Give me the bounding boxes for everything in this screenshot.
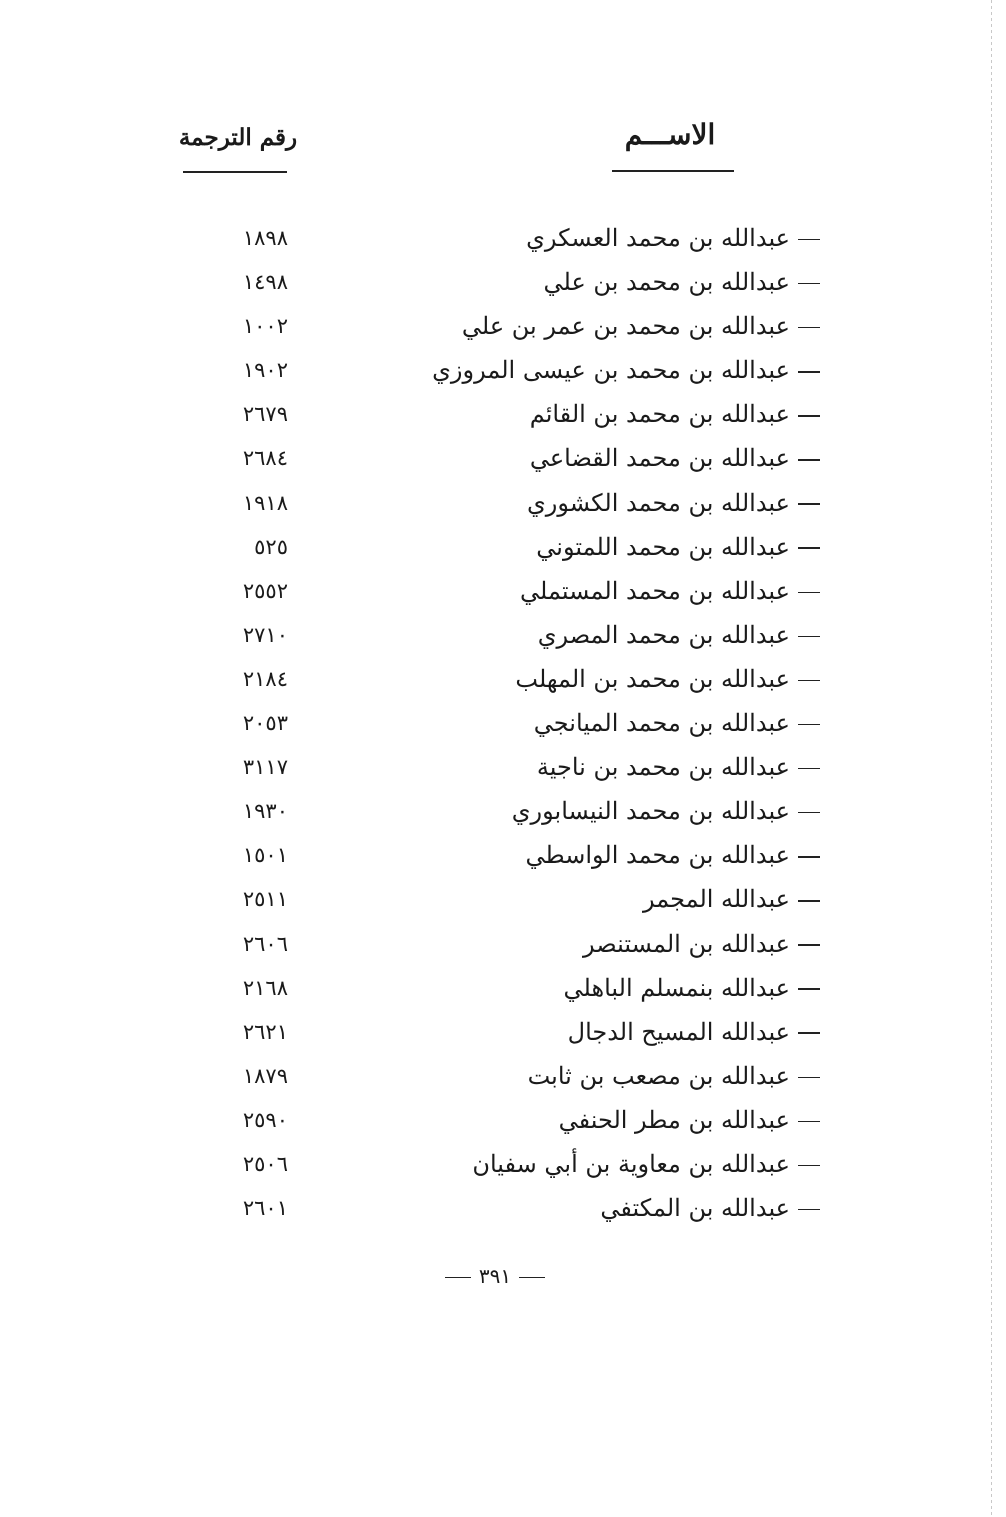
entry-number: ٢٦٧٩ — [242, 402, 288, 427]
entry-name-text: عبدالله بن مطر الحنفي — [558, 1105, 790, 1134]
entry-dash — [798, 988, 820, 990]
entry-number: ١٨٩٨ — [242, 226, 288, 250]
entry-number: ٢٥٥٢ — [242, 578, 288, 603]
footer-dash — [519, 1277, 545, 1279]
index-entry — [200, 663, 820, 707]
entry-dash — [798, 1209, 820, 1211]
entry-number: ١٨٧٩ — [242, 1063, 288, 1088]
index-entry — [200, 398, 820, 442]
index-entry — [200, 1148, 820, 1192]
entry-name-text: عبدالله بن مصعب بن ثابت — [527, 1061, 790, 1090]
entry-name-text: عبدالله بن محمد الكشوري — [526, 488, 790, 517]
entry-dash — [798, 944, 820, 946]
entry-name — [600, 1194, 820, 1222]
entry-name — [583, 930, 820, 958]
entry-name-text: عبدالله بن محمد القضاعي — [529, 444, 790, 473]
index-entry — [200, 1016, 820, 1060]
entry-name — [515, 665, 820, 693]
entry-name — [527, 489, 820, 517]
index-entry — [200, 310, 820, 354]
entry-name — [643, 885, 820, 913]
index-entry — [200, 487, 820, 531]
entry-name — [536, 533, 820, 561]
entry-name — [559, 1106, 820, 1134]
entry-name — [537, 753, 820, 781]
entry-dash — [798, 636, 820, 638]
index-entry — [200, 707, 820, 751]
index-entry — [200, 1104, 820, 1148]
entry-name — [526, 841, 820, 869]
entry-dash — [798, 1121, 820, 1123]
entry-number: ٢٥١١ — [242, 887, 288, 912]
column-header-name: الاســـم — [624, 118, 716, 151]
entry-dash — [798, 371, 820, 373]
entry-name-text: عبدالله بن محمد بن عمر بن علي — [461, 312, 790, 341]
column-header-name-underline — [612, 170, 734, 172]
entry-number: ٢٦٠٦ — [242, 931, 288, 956]
entry-name — [564, 974, 820, 1002]
entry-dash — [798, 768, 820, 770]
entry-name — [432, 356, 820, 384]
index-entry — [200, 531, 820, 575]
entry-number: ١٤٩٨ — [242, 270, 288, 295]
entry-number: ٣١١٧ — [242, 755, 288, 780]
entry-dash — [798, 812, 820, 814]
entry-name — [530, 400, 820, 428]
index-entry — [200, 751, 820, 795]
index-entry — [200, 1192, 820, 1236]
entry-number: ١٠٠٢ — [242, 314, 288, 339]
entry-name-text: عبدالله بنمسلم الباهلي — [563, 973, 790, 1002]
entry-number: ٢٦٢١ — [242, 1019, 288, 1044]
index-entry — [200, 442, 820, 486]
entry-name — [544, 268, 820, 296]
entry-name-text: عبدالله المجمر — [642, 885, 790, 914]
entry-dash — [798, 1077, 820, 1079]
entry-dash — [798, 724, 820, 726]
page-edge-divider — [991, 0, 992, 1517]
entry-number: ٢٥٩٠ — [242, 1107, 288, 1132]
entry-name-text: عبدالله بن محمد بن علي — [543, 268, 790, 297]
entry-number: ٢١٨٤ — [242, 666, 288, 691]
entry-name-text: عبدالله بن محمد بن المهلب — [515, 664, 790, 693]
index-entry — [200, 839, 820, 883]
entry-name-text: عبدالله بن محمد بن عيسى المروزي — [432, 356, 790, 385]
entry-name — [462, 312, 820, 340]
entry-name-text: عبدالله بن محمد الميانجي — [533, 709, 790, 738]
entry-name-text: عبدالله بن محمد الواسطي — [525, 841, 790, 870]
entry-name-text: عبدالله بن محمد المستملي — [520, 576, 790, 605]
entry-name — [528, 1062, 820, 1090]
entry-number: ٢٧١٠ — [242, 622, 288, 647]
entry-name-text: عبدالله بن المكتفي — [600, 1194, 790, 1223]
entry-name — [472, 1150, 820, 1178]
entry-name-text: عبدالله بن محمد النيسابوري — [511, 797, 790, 826]
entry-name-text: عبدالله بن محمد بن ناجية — [536, 753, 790, 782]
entry-number: ١٩٠٢ — [242, 358, 288, 383]
entry-dash — [798, 547, 820, 549]
index-entry — [200, 1060, 820, 1104]
entry-dash — [798, 327, 820, 329]
index-entry — [200, 795, 820, 839]
entry-name — [526, 224, 820, 252]
entry-name-text: عبدالله بن المستنصر — [583, 929, 790, 958]
entry-number: ٢٥٠٦ — [242, 1151, 288, 1176]
index-entry — [200, 928, 820, 972]
entry-name — [538, 621, 820, 649]
entry-name-text: عبدالله بن محمد بن القائم — [529, 400, 790, 429]
entry-name — [520, 577, 820, 605]
entry-dash — [798, 1032, 820, 1034]
entry-dash — [798, 239, 820, 241]
entry-number: ١٥٠١ — [242, 843, 288, 868]
index-entry — [200, 354, 820, 398]
entry-dash — [798, 283, 820, 285]
entry-name — [512, 797, 820, 825]
index-entry — [200, 972, 820, 1016]
column-header-number: رقم الترجمة — [178, 124, 298, 151]
index-entry-list — [200, 222, 820, 1236]
entry-number: ٢٦٠١ — [242, 1196, 288, 1221]
entry-dash — [798, 459, 820, 461]
index-entry — [200, 883, 820, 927]
entry-dash — [798, 856, 820, 858]
entry-number: ٢١٦٨ — [242, 975, 288, 1000]
entry-name-text: عبدالله المسيح الدجال — [567, 1017, 790, 1046]
entry-name — [534, 709, 820, 737]
entry-dash — [798, 415, 820, 417]
entry-dash — [798, 592, 820, 594]
index-entry — [200, 619, 820, 663]
page-footer — [420, 1264, 570, 1288]
entry-dash — [798, 1165, 820, 1167]
entry-dash — [798, 680, 820, 682]
entry-number: ٢٠٥٣ — [242, 711, 288, 736]
footer-dash — [445, 1277, 471, 1279]
entry-name-text: عبدالله بن محمد العسكري — [526, 224, 790, 252]
entry-number: ٢٦٨٤ — [242, 446, 288, 471]
page-number: ٣٩١ — [478, 1264, 512, 1288]
entry-number: ١٩١٨ — [242, 490, 288, 515]
entry-name-text: عبدالله بن محمد المصري — [537, 620, 790, 649]
entry-number: ١٩٣٠ — [242, 799, 288, 824]
index-entry — [200, 266, 820, 310]
column-header-number-underline — [183, 171, 287, 173]
entry-name — [568, 1018, 820, 1046]
index-entry — [200, 575, 820, 619]
entry-name-text: عبدالله بن محمد اللمتوني — [536, 532, 790, 561]
entry-dash — [798, 900, 820, 902]
index-entry — [200, 222, 820, 266]
entry-number: ٥٢٥ — [254, 534, 288, 559]
entry-name — [530, 444, 820, 472]
entry-name-text: عبدالله بن معاوية بن أبي سفيان — [472, 1149, 790, 1178]
entry-dash — [798, 503, 820, 505]
